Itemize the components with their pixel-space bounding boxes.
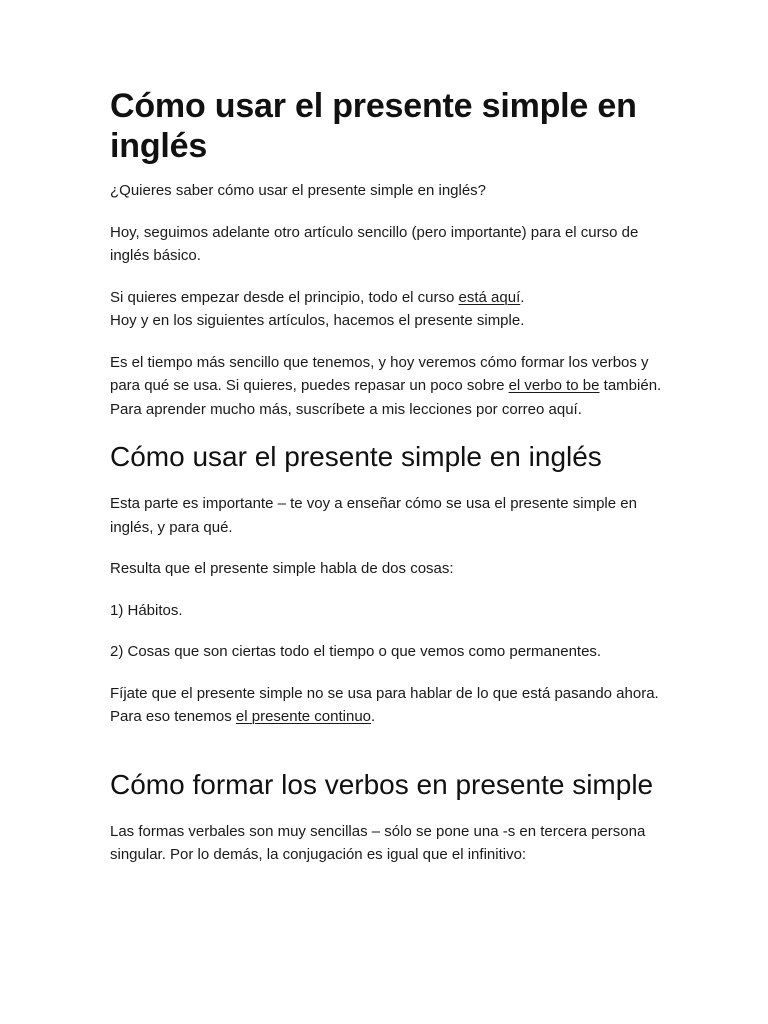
paragraph-text: Si quieres empezar desde el principio, todo el curso <box>110 288 459 306</box>
list-item-cosas-ciertas: 2) Cosas que son ciertas todo el tiempo o que vemos como permanentes. <box>110 643 602 660</box>
paragraph-formas-verbales: Las formas verbales son muy sencillas – sólo se pone una -s en tercera persona singular. Por lo demás, la conjugación es igual que el infinitivo: <box>110 822 646 863</box>
paragraph-hoy: Hoy, seguimos adelante otro artículo sencillo (pero importante) para el curso de inglés básico. <box>110 223 639 264</box>
paragraph-text: Fíjate que el presente simple no se usa para hablar de lo que está pasando ahora. Para eso tenemos <box>110 684 659 725</box>
page-title: Cómo usar el presente simple en inglés <box>110 87 637 165</box>
paragraph-text: Hoy y en los siguientes artículos, hacemos el presente simple. <box>110 312 525 329</box>
paragraph-text: . <box>520 288 525 306</box>
paragraph-dos-cosas: Resulta que el presente simple habla de dos cosas: <box>110 560 454 577</box>
presente-continuo-link[interactable]: el presente continuo <box>235 708 372 725</box>
verbo-to-be-link[interactable]: el verbo to be <box>508 377 600 394</box>
paragraph-fijate <box>110 682 662 729</box>
paragraph-importante: Esta parte es importante – te voy a enseñar cómo se usa el presente simple en inglés, y para qué. <box>110 495 637 536</box>
list-item-habitos: 1) Hábitos. <box>110 601 183 619</box>
paragraph-tiempo <box>110 351 662 422</box>
article <box>110 86 662 867</box>
paragraph-text: Para aprender mucho más, suscríbete a mis lecciones por correo aquí. <box>110 400 582 418</box>
paragraph-text: Es el tiempo más sencillo que tenemos, y hoy veremos cómo formar los verbos y para qué se usa. Si quieres, puedes repasar un poco sobre <box>110 353 649 394</box>
paragraph-text: también. <box>599 377 662 394</box>
course-link[interactable]: está aquí <box>458 288 521 306</box>
paragraph-text: . <box>371 708 376 725</box>
paragraph-si-quieres <box>110 286 662 333</box>
intro-question: ¿Quieres saber cómo usar el presente simple en inglés? <box>110 182 487 199</box>
section-heading-formar: Cómo formar los verbos en presente simple <box>110 768 654 800</box>
section-heading-usar: Cómo usar el presente simple en inglés <box>110 441 602 472</box>
